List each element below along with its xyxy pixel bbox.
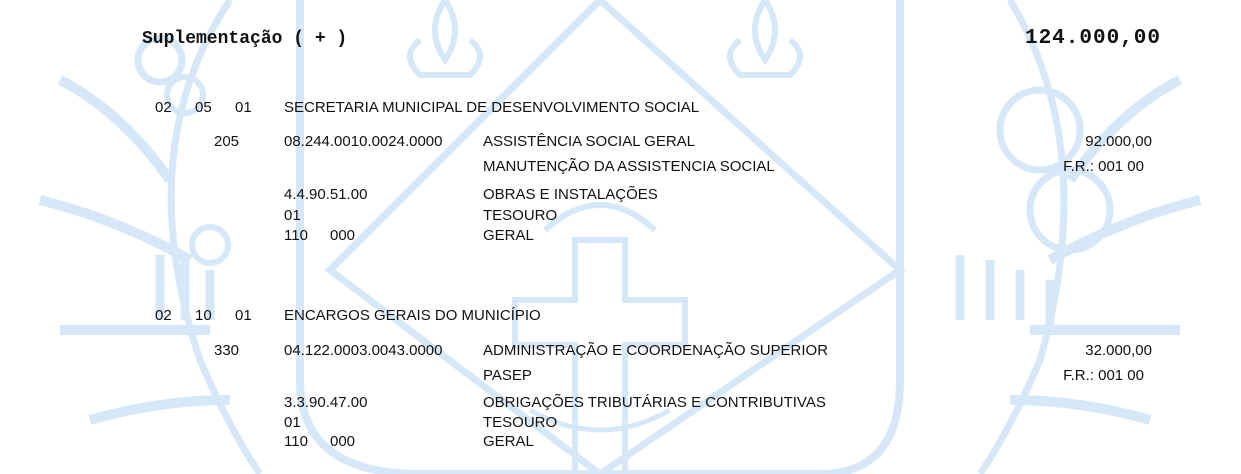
application-code: 110 (284, 227, 308, 244)
org-name: SECRETARIA MUNICIPAL DE DESENVOLVIMENTO SOCIAL (284, 99, 700, 116)
program-code: 08.244.0010.0024.0000 (284, 133, 443, 150)
page-title: Suplementação ( + ) (142, 29, 348, 49)
program-code: 04.122.0003.0043.0000 (284, 342, 443, 359)
ficha-number: 205 (214, 133, 240, 150)
org-code-unit: 02 (155, 307, 172, 324)
action-name: MANUTENÇÃO DA ASSISTENCIA SOCIAL (483, 158, 775, 175)
fonte-recurso: F.R.: 001 00 (1063, 158, 1144, 175)
fonte-recurso: F.R.: 001 00 (1063, 367, 1144, 384)
entry-amount: 32.000,00 (1085, 342, 1152, 359)
program-name: ADMINISTRAÇÃO E COORDENAÇÃO SUPERIOR (483, 342, 829, 359)
org-code-organ: 10 (195, 307, 212, 324)
application-code: 110 (284, 433, 308, 450)
org-code-unit: 02 (155, 99, 172, 116)
element-name: OBRIGAÇÕES TRIBUTÁRIAS E CONTRIBUTIVAS (483, 394, 826, 411)
source-name: TESOURO (483, 414, 558, 431)
source-code: 01 (284, 207, 301, 224)
element-code: 4.4.90.51.00 (284, 186, 368, 203)
application-name: GERAL (483, 433, 534, 450)
element-code: 3.3.90.47.00 (284, 394, 368, 411)
action-name: PASEP (483, 367, 532, 384)
application-subcode: 000 (330, 227, 356, 244)
application-subcode: 000 (330, 433, 356, 450)
org-code-organ: 05 (195, 99, 212, 116)
source-code: 01 (284, 414, 301, 431)
entry-amount: 92.000,00 (1085, 133, 1152, 150)
org-name: ENCARGOS GERAIS DO MUNICÍPIO (284, 307, 541, 324)
element-name: OBRAS E INSTALAÇÕES (483, 186, 658, 203)
org-code-subunit: 01 (235, 99, 252, 116)
application-name: GERAL (483, 227, 534, 244)
program-name: ASSISTÊNCIA SOCIAL GERAL (483, 133, 696, 150)
total-amount: 124.000,00 (1024, 27, 1161, 50)
org-code-subunit: 01 (235, 307, 252, 324)
source-name: TESOURO (483, 207, 558, 224)
ficha-number: 330 (214, 342, 240, 359)
